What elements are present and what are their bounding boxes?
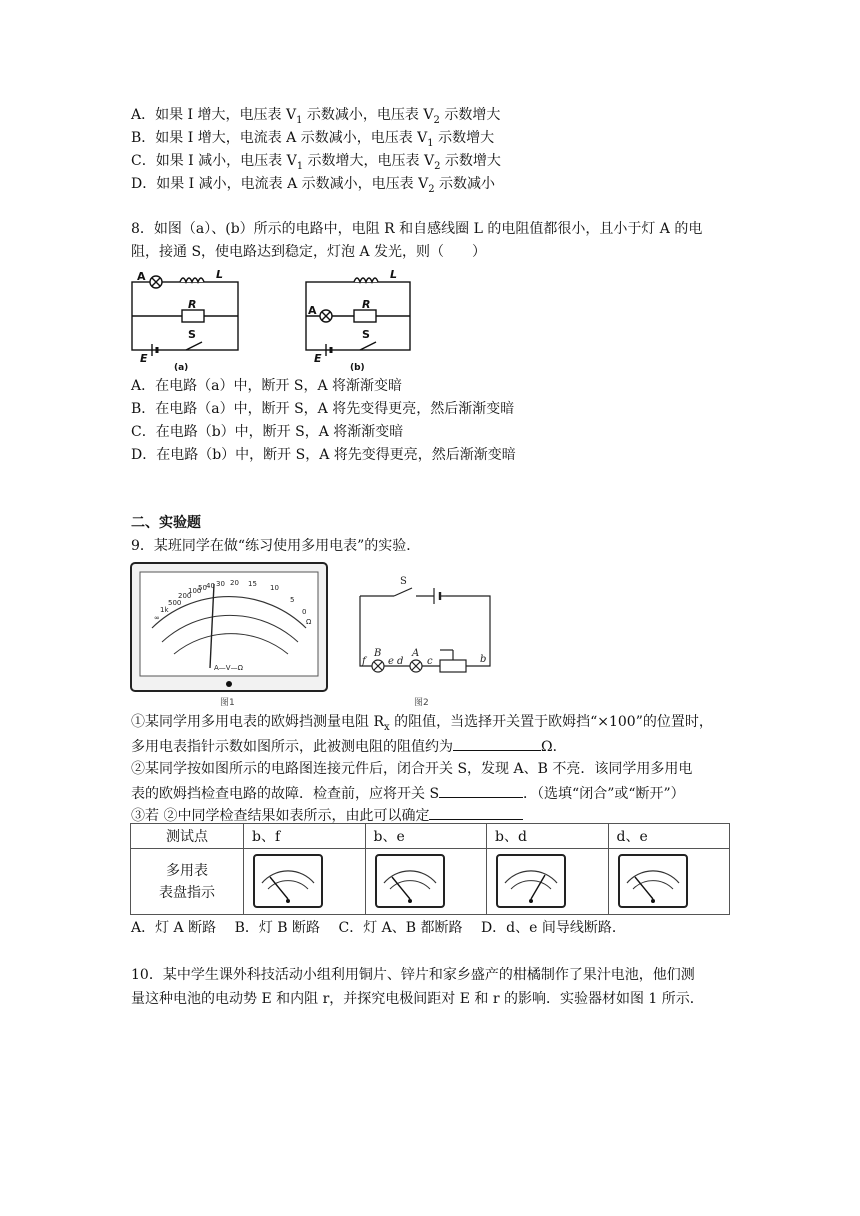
fig2-lamp-b-label: B — [374, 648, 382, 659]
q9-part1-line2: 多用电表指针示数如图所示，此被测电阻的阻值约为 Ω． — [131, 736, 567, 756]
fig-a-resistor-label: R — [188, 298, 197, 311]
q7-option-d: D．如果 I 减小，电流表 A 示数减小，电压表 $V_2$ 示数减小 — [131, 176, 496, 195]
answer-blank-fault[interactable] — [429, 805, 523, 820]
fig-a-inductor-label: L — [216, 268, 224, 281]
table-meter-de — [608, 849, 730, 915]
section-title: 二、实验题 — [131, 515, 201, 531]
q9-part1-line1: ①某同学用多用电表的欧姆挡测量电阻 $R_x$ 的阻值，当选择开关置于欧姆挡“×100”的位置时， — [131, 714, 713, 733]
fig2-point-f: f — [362, 656, 366, 667]
table-point-be: b、e — [365, 824, 487, 849]
table-meter-bd — [487, 849, 609, 915]
meter-label: A—V—Ω — [214, 664, 243, 672]
fig-a-caption: (a) — [174, 363, 189, 373]
table-meter-bf — [244, 849, 366, 915]
mini-meter-icon — [252, 853, 324, 911]
fig2-point-e: e — [388, 656, 394, 667]
fig2-point-c: c — [427, 656, 433, 667]
q9-fig2-circuit — [350, 568, 500, 708]
q7-option-c: C．如果 I 减小，电压表 $V_1$ 示数增大，电压表 $V_2$ 示数增大 — [131, 153, 501, 172]
table-point-de: d、e — [608, 824, 730, 849]
q9-fig1-meter — [130, 562, 328, 708]
q9-stem: 9．某班同学在做“练习使用多用电表”的实验． — [131, 538, 421, 554]
q8-option-b: B．在电路（a）中，断开 S，A 将先变得更亮，然后渐渐变暗 — [131, 401, 515, 417]
fig-b-resistor-label: R — [362, 298, 371, 311]
meter-tick-50: 50 — [198, 584, 207, 592]
q9-part3-line: ③若 ②中同学检查结果如表所示，由此可以确定 — [131, 805, 523, 825]
q8-stem-line2: 阻，接通 S，使电路达到稳定，灯泡 A 发光，则（ ） — [131, 244, 487, 260]
meter-tick-ohm: Ω — [306, 618, 312, 626]
q8-circuit-figures — [128, 266, 418, 374]
meter-tick-0: 0 — [302, 608, 307, 616]
q10-line2: 量这种电池的电动势 E 和内阻 r，并探究电极间距对 E 和 r 的影响．实验器材如图 1 所示． — [131, 991, 704, 1007]
q8-option-c: C．在电路（b）中，断开 S，A 将渐渐变暗 — [131, 424, 404, 440]
fig-a-lamp-label: A — [137, 270, 146, 283]
q9-results-table — [130, 823, 730, 915]
table-point-bf: b、f — [244, 824, 366, 849]
q8-option-d: D．在电路（b）中，断开 S，A 将先变得更亮，然后渐渐变暗 — [131, 447, 516, 463]
q9-part2-line1: ②某同学按如图所示的电路图连接元件后，闭合开关 S，发现 A、B 不亮．该同学用多用电 — [131, 761, 693, 777]
meter-tick-10: 10 — [270, 584, 279, 592]
fig-b-caption: (b) — [350, 363, 365, 373]
fig-a-switch-label: S — [188, 328, 196, 341]
table-meter-be — [365, 849, 487, 915]
table-header-test-point: 测试点 — [131, 824, 244, 849]
meter-tick-1k: 1k — [160, 606, 169, 614]
q7-option-b: B．如果 I 增大，电流表 A 示数减小，电压表 $V_1$ 示数增大 — [131, 130, 495, 149]
fig2-point-d: d — [397, 656, 404, 667]
q10-line1: 10．某中学生课外科技活动小组利用铜片、锌片和家乡盛产的柑橘制作了果汁电池，他们测 — [131, 967, 695, 983]
fig2-switch-label: S — [400, 576, 407, 587]
table-header-meter-reading: 多用表 表盘指示 — [131, 849, 244, 915]
mini-meter-icon — [495, 853, 567, 911]
fig-b-emf-label: E — [314, 352, 322, 365]
answer-blank-resistance[interactable] — [453, 736, 541, 751]
fig-b-switch-label: S — [362, 328, 370, 341]
fig-b-inductor-label: L — [390, 268, 398, 281]
meter-tick-5: 5 — [290, 596, 295, 604]
fig-b-lamp-label: A — [308, 304, 317, 317]
fig1-caption: 图1 — [220, 698, 235, 708]
meter-tick-40: 40 — [206, 582, 215, 590]
fig2-caption: 图2 — [414, 698, 429, 708]
mini-meter-icon — [374, 853, 446, 911]
meter-tick-30: 30 — [216, 580, 225, 588]
q7-option-a: A．如果 I 增大，电压表 $V_1$ 示数减小，电压表 $V_2$ 示数增大 — [131, 107, 501, 126]
meter-tick-inf: ∞ — [154, 614, 160, 622]
table-point-bd: b、d — [487, 824, 609, 849]
fig2-lamp-a-label: A — [412, 648, 420, 659]
meter-tick-15: 15 — [248, 580, 257, 588]
fig-a-emf-label: E — [140, 352, 148, 365]
meter-tick-20: 20 — [230, 579, 239, 587]
answer-blank-switch[interactable] — [439, 783, 523, 798]
q9-part2-line2: 表的欧姆挡检查电路的故障．检查前，应将开关 S ．（选填“闭合”或“断开”） — [131, 783, 685, 803]
meter-tick-100: 100 — [188, 587, 202, 595]
fig2-point-b: b — [480, 654, 487, 665]
q8-option-a: A．在电路（a）中，断开 S，A 将渐渐变暗 — [131, 378, 403, 394]
meter-tick-200: 200 — [178, 592, 192, 600]
meter-tick-500: 500 — [168, 599, 182, 607]
q9-choices: A．灯 A 断路 B．灯 B 断路 C．灯 A、B 都断路 D．d、e 间导线断路． — [131, 920, 626, 936]
q8-stem-line1: 8．如图（a）、(b）所示的电路中，电阻 R 和自感线圈 L 的电阻值都很小，且小于灯 A 的电 — [131, 221, 703, 237]
mini-meter-icon — [617, 853, 689, 911]
